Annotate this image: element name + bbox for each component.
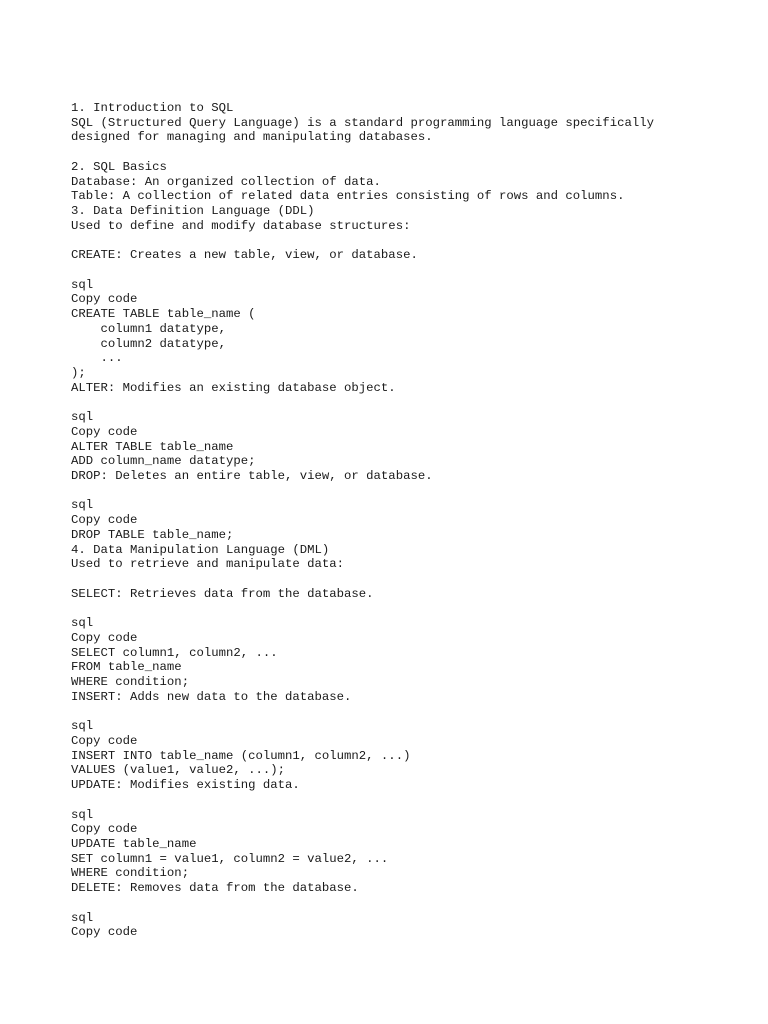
blank-line [71,704,751,719]
blank-line [71,896,751,911]
text-line: Database: An organized collection of data. [71,174,381,189]
text-line: DROP TABLE table_name; [71,527,234,542]
code-language-label: sql [71,807,94,822]
code-language-label: sql [71,719,94,734]
text-line: SQL (Structured Query Language) is a standard programming language specifically [71,115,654,130]
section-heading: 4. Data Manipulation Language (DML) [71,542,330,557]
copy-code-label: Copy code [71,822,138,837]
text-line: ... [71,351,123,366]
copy-code-label: Copy code [71,292,138,307]
text-line: Table: A collection of related data entries consisting of rows and columns. [71,189,625,204]
code-language-label: sql [71,498,94,513]
blank-line [71,793,751,808]
text-line: DELETE: Removes data from the database. [71,881,359,896]
code-language-label: sql [71,616,94,631]
copy-code-label: Copy code [71,513,138,528]
text-line: Used to define and modify database structures: [71,218,411,233]
text-line: CREATE: Creates a new table, view, or database. [71,248,418,263]
code-language-label: sql [71,410,94,425]
copy-code-label: Copy code [71,630,138,645]
text-line: SET column1 = value1, column2 = value2, ... [71,851,389,866]
copy-code-label: Copy code [71,925,138,940]
text-line: INSERT: Adds new data to the database. [71,689,352,704]
section-heading: 3. Data Definition Language (DDL) [71,204,315,219]
section-heading: 2. SQL Basics [71,159,167,174]
blank-line [71,572,751,587]
blank-line [71,395,751,410]
text-line: Used to retrieve and manipulate data: [71,557,345,572]
document-body [71,101,751,940]
text-line: ALTER: Modifies an existing database object. [71,380,396,395]
text-line: CREATE TABLE table_name ( [71,307,256,322]
text-line: ALTER TABLE table_name [71,439,234,454]
text-line: designed for managing and manipulating databases. [71,130,433,145]
text-line: UPDATE: Modifies existing data. [71,778,300,793]
text-line: SELECT: Retrieves data from the database. [71,586,374,601]
section-heading: 1. Introduction to SQL [71,101,234,115]
text-line: VALUES (value1, value2, ...); [71,763,286,778]
code-language-label: sql [71,277,94,292]
text-line: column1 datatype, [71,321,226,336]
text-line: column2 datatype, [71,336,226,351]
code-language-label: sql [71,910,94,925]
blank-line [71,601,751,616]
text-line: ); [71,365,86,380]
text-line: INSERT INTO table_name (column1, column2, ...) [71,748,411,763]
text-line: UPDATE table_name [71,836,197,851]
text-line: SELECT column1, column2, ... [71,645,278,660]
copy-code-label: Copy code [71,424,138,439]
blank-line [71,233,751,248]
blank-line [71,484,751,499]
text-line: FROM table_name [71,660,182,675]
blank-line [71,263,751,278]
text-line: ADD column_name datatype; [71,454,256,469]
text-line: DROP: Deletes an entire table, view, or database. [71,468,433,483]
text-line: WHERE condition; [71,866,190,881]
copy-code-label: Copy code [71,733,138,748]
text-line: WHERE condition; [71,675,190,690]
blank-line [71,145,751,160]
